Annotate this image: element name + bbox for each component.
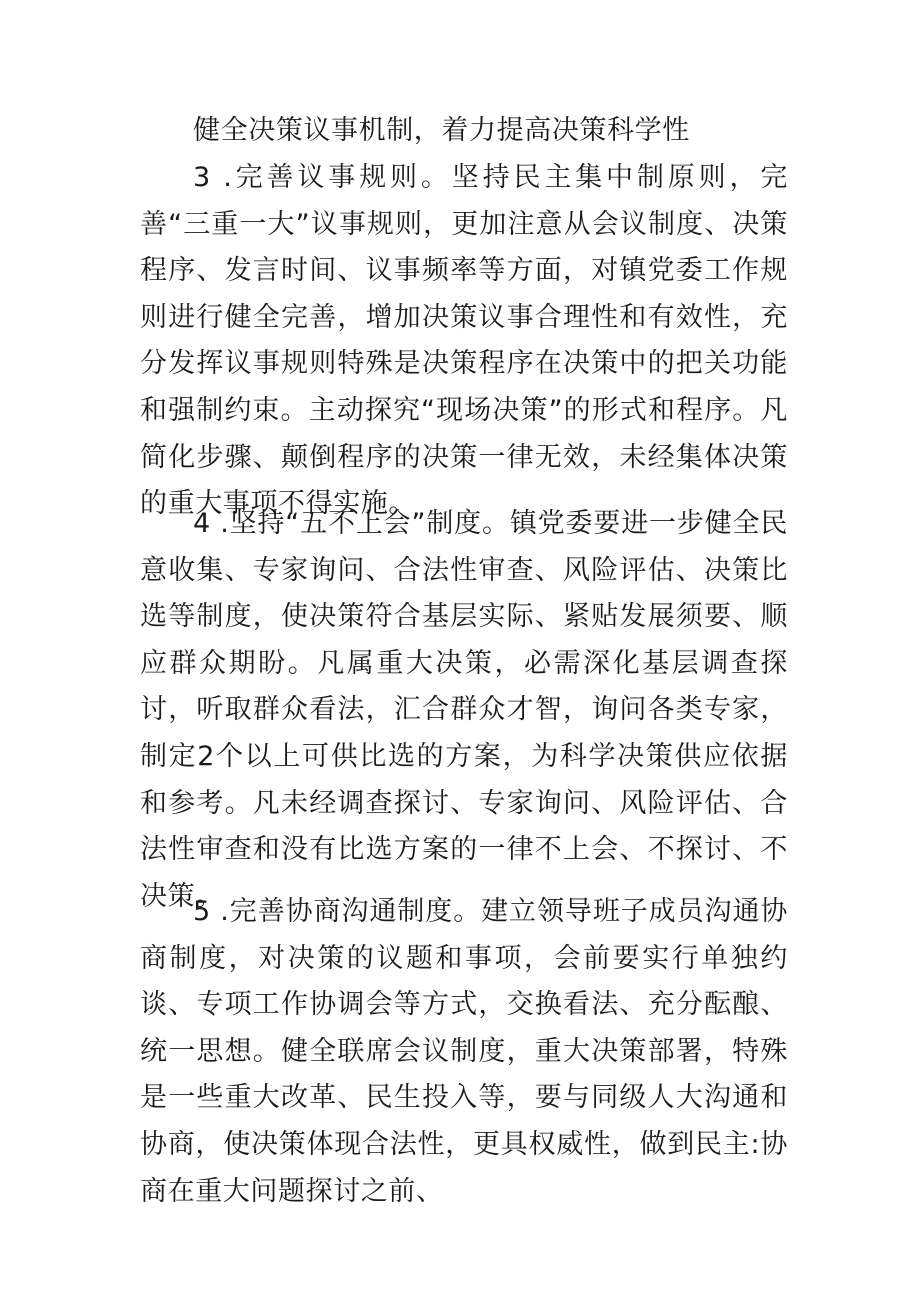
paragraph-4 bbox=[140, 501, 788, 920]
paragraph-3 bbox=[140, 155, 788, 528]
paragraph-text: 3 .完善议事规则。坚持民主集中制原则，完善“三重一大”议事规则，更加注意从会议制度、决策程序、发言时间、议事频率等方面，对镇党委工作规则进行健全完善，增加决策议事合理性和有效性，充分发挥议事规则特殊是决策程序在决策中的把关功能和强制约束。主动探究“现场决策”的形式和程序。凡简化步骤、颠倒程序的决策一律无效，未经集体决策的重大事项不得实施。 bbox=[140, 162, 788, 520]
section-heading: 健全决策议事机制，着力提高决策科学性 bbox=[193, 115, 690, 146]
paragraph-5 bbox=[140, 889, 788, 1215]
paragraph-text: 5 .完善协商沟通制度。建立领导班子成员沟通协商制度，对决策的议题和事项，会前要实行单独约谈、专项工作协调会等方式，交换看法、充分酝酿、统一思想。健全联席会议制度，重大决策部署，特殊是一些重大改革、民生投入等，要与同级人大沟通和协商，使决策体现合法性，更具权威性，做到民主:协商在重大问题探讨之前、 bbox=[140, 896, 788, 1207]
paragraph-text: 4 .坚持“五不上会”制度。镇党委要进一步健全民意收集、专家询问、合法性审查、风险评估、决策比选等制度，使决策符合基层实际、紧贴发展须要、顺应群众期盼。凡属重大决策，必需深化基层调查探讨，听取群众看法，汇合群众才智，询问各类专家，制定2个以上可供比选的方案，为科学决策供应依据和参考。凡未经调查探讨、专家询问、风险评估、合法性审查和没有比选方案的一律不上会、不探讨、不决策。 bbox=[140, 508, 788, 912]
